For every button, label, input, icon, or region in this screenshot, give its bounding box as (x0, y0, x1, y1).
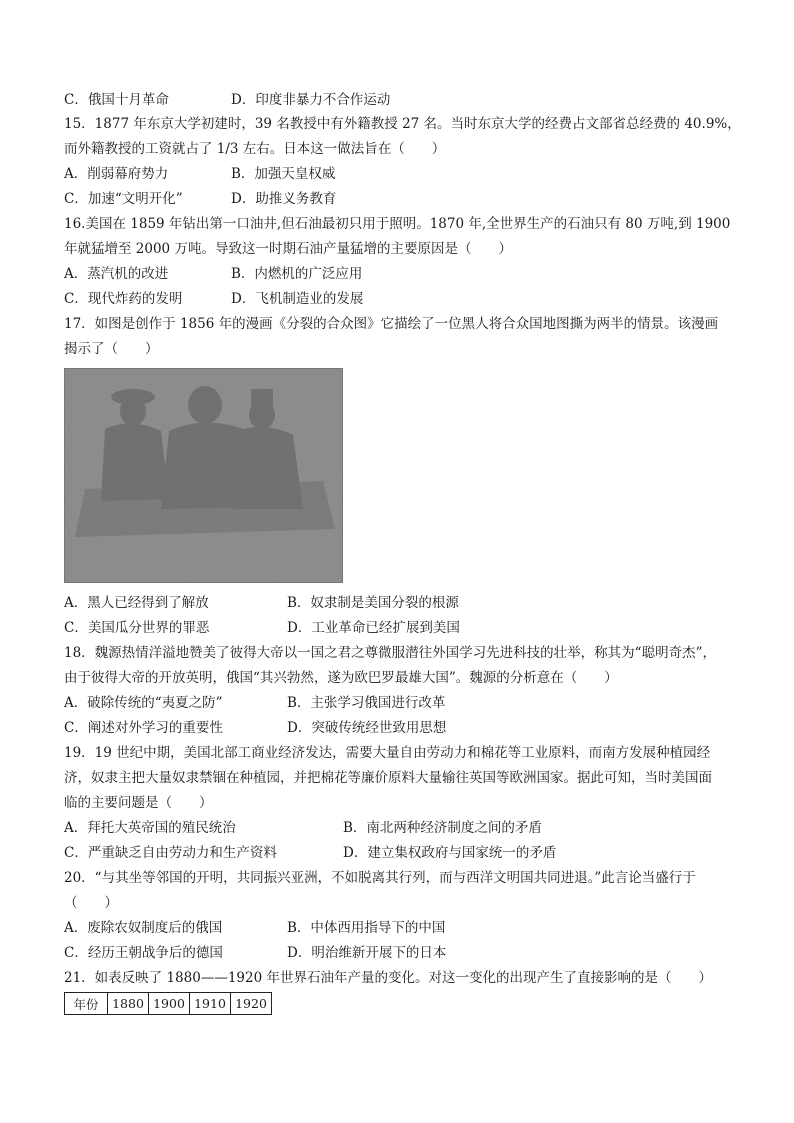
q21-stem-line-1: 21．如表反映了 1880——1920 年世界石油年产量的变化。对这一变化的出现产生了直接影响的是（ ） (64, 970, 712, 986)
q17-option-c: C．美国瓜分世界的罪恶 (64, 620, 210, 636)
table-cell-1920: 1920 (231, 993, 272, 1015)
q20-option-d: D．明治维新开展下的日本 (287, 945, 447, 961)
q14-option-d: D．印度非暴力不合作运动 (231, 92, 391, 108)
q18-option-d: D．突破传统经世致用思想 (287, 720, 447, 736)
q18-option-a: A．破除传统的“夷夏之防” (64, 695, 223, 711)
q20-stem-line-1: 20．“与其坐等邻国的开明，共同振兴亚洲，不如脱离其行列，而与西洋文明国共同进退。”此言论当盛行于 (64, 870, 696, 886)
q14-option-c: C．俄国十月革命 (64, 92, 169, 108)
q16-option-d: D．飞机制造业的发展 (231, 291, 364, 307)
q20-stem-line-2: （ ） (64, 895, 118, 911)
q17-option-d: D．工业革命已经扩展到美国 (287, 620, 460, 636)
q15-stem-line-1: 15．1877 年东京大学初建时，39 名教授中有外籍教授 27 名。当时东京大学的经费占文部省总经费的 40.9%， (64, 116, 741, 132)
q15-option-b: B．加强天皇权威 (231, 166, 336, 182)
q19-stem-line-1: 19．19 世纪中期，美国北部工商业经济发达，需要大量自由劳动力和棉花等工业原料，而南方发展种植园经 (64, 745, 711, 761)
q16-option-a: A．蒸汽机的改进 (64, 266, 169, 282)
q20-option-b: B．中体西用指导下的中国 (287, 920, 446, 936)
q19-stem-line-3: 临的主要问题是（ ） (64, 795, 213, 811)
table-row (65, 993, 272, 1015)
q16-stem-line-2: 年就猛增至 2000 万吨。导致这一时期石油产量猛增的主要原因是（ ） (64, 241, 512, 257)
q19-option-d: D．建立集权政府与国家统一的矛盾 (343, 845, 557, 861)
q19-option-b: B．南北两种经济制度之间的矛盾 (343, 820, 542, 836)
q18-option-b: B．主张学习俄国进行改革 (287, 695, 446, 711)
q18-option-c: C．阐述对外学习的重要性 (64, 720, 223, 736)
q21-production-table (64, 992, 272, 1015)
q19-option-a: A．拜托大英帝国的殖民统治 (64, 820, 236, 836)
q16-stem-line-1: 16.美国在 1859 年钻出第一口油井,但石油最初只用于照明。1870 年,全世界生产的石油只有 80 万吨,到 1900 (64, 216, 731, 232)
q18-stem-line-1: 18．魏源热情洋溢地赞美了彼得大帝以一国之君之尊微服潜往外国学习先进科技的壮举，称其为“聪明奇杰”， (64, 645, 716, 661)
table-cell-year-label: 年份 (65, 993, 108, 1015)
q15-option-d: D．助推义务教育 (231, 191, 337, 207)
cartoon-image (64, 368, 343, 583)
q17-stem-line-2: 揭示了（ ） (64, 341, 159, 357)
q15-option-c: C．加速“文明开化” (64, 191, 183, 207)
table-cell-1910: 1910 (190, 993, 231, 1015)
q17-option-b: B．奴隶制是美国分裂的根源 (287, 595, 459, 611)
q20-option-c: C．经历王朝战争后的德国 (64, 945, 223, 961)
q16-option-c: C．现代炸药的发明 (64, 291, 183, 307)
q17-option-a: A．黑人已经得到了解放 (64, 595, 209, 611)
q19-stem-line-2: 济，奴隶主把大量奴隶禁锢在种植园，并把棉花等廉价原料大量输往英国等欧洲国家。据此可知，当时美国面 (64, 770, 712, 786)
cartoon-figures (65, 369, 342, 582)
q16-option-b: B．内燃机的广泛应用 (231, 266, 363, 282)
q15-option-a: A．削弱幕府势力 (64, 166, 169, 182)
table-cell-1900: 1900 (149, 993, 190, 1015)
table-cell-1880: 1880 (108, 993, 149, 1015)
q17-stem-line-1: 17．如图是创作于 1856 年的漫画《分裂的合众图》它描绘了一位黑人将合众国地图撕为两半的情景。该漫画 (64, 316, 719, 332)
q20-option-a: A．废除农奴制度后的俄国 (64, 920, 223, 936)
q19-option-c: C．严重缺乏自由劳动力和生产资料 (64, 845, 277, 861)
q18-stem-line-2: 由于彼得大帝的开放英明，俄国“其兴勃然，遂为欧巴罗最雄大国”。魏源的分析意在（ ） (64, 670, 618, 686)
q15-stem-line-2: 而外籍教授的工资就占了 1/3 左右。日本这一做法旨在（ ） (64, 141, 446, 157)
